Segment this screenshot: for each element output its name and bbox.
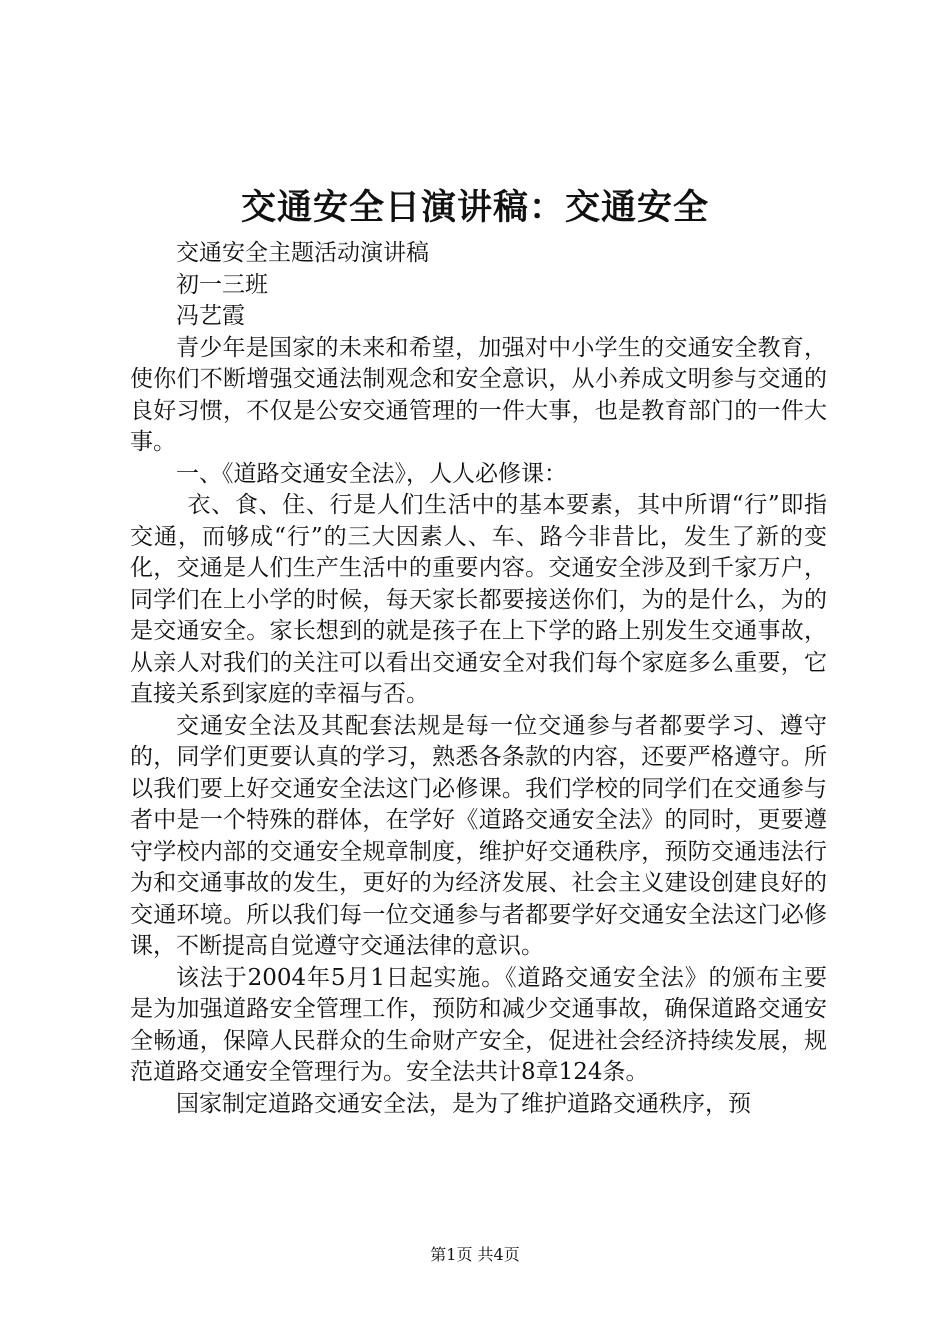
section-heading: 一、《道路交通安全法》，人人必修课： [176,460,567,487]
body-paragraph: 该法于2004年5月1日起实施。《道路交通安全法》的颁布主要是为加强道路安全管理工作，预防和减少交通事故，确保道路交通安全畅通，保障人民群众的生命财产安全，促进社会经济持续发展，规范道路交通安全管理行为。安全法共计8章124条。 [130,964,827,1085]
document-body [130,238,827,1120]
page-number-footer: 第1页 共4页 [430,1245,520,1264]
document-title: 交通安全日演讲稿：交通安全 [240,187,709,228]
speech-subtitle: 交通安全主题活动演讲稿 [176,240,429,266]
body-paragraph: 交通安全法及其配套法规是每一位交通参与者都要学习、遵守的，同学们更要认真的学习，熟悉各条款的内容，还要严格遵守。所以我们要上好交通安全法这门必修课。我们学校的同学们在交通参与者中是一个特殊的群体，在学好《道路交通安全法》的同时，更要遵守学校内部的交通安全规章制度，维护好交通秩序，预防交通违法行为和交通事故的发生，更好的为经济发展、社会主义建设创建良好的交通环境。所以我们每一位交通参与者都要学好交通安全法这门必修课，不断提高自觉遵守交通法律的意识。 [130,712,827,959]
body-paragraph: 国家制定道路交通安全法，是为了维护道路交通秩序，预 [176,1090,751,1117]
author-name: 冯艺霞 [176,303,245,329]
body-paragraph: 青少年是国家的未来和希望，加强对中小学生的交通安全教育，使你们不断增强交通法制观念和安全意识，从小养成文明参与交通的良好习惯，不仅是公安交通管理的一件大事，也是教育部门的一件大事。 [130,334,827,455]
class-name: 初一三班 [176,271,268,298]
body-paragraph: 衣、食、住、行是人们生活中的基本要素，其中所谓“行”即指交通，而够成“行”的三大因素人、车、路今非昔比，发生了新的变化，交通是人们生产生活中的重要内容。交通安全涉及到千家万户，同学们在上小学的时候，每天家长都要接送你们，为的是什么，为的是交通安全。家长想到的就是孩子在上下学的路上别发生交通事故，从亲人对我们的关注可以看出交通安全对我们每个家庭多么重要，它直接关系到家庭的幸福与否。 [130,492,827,707]
